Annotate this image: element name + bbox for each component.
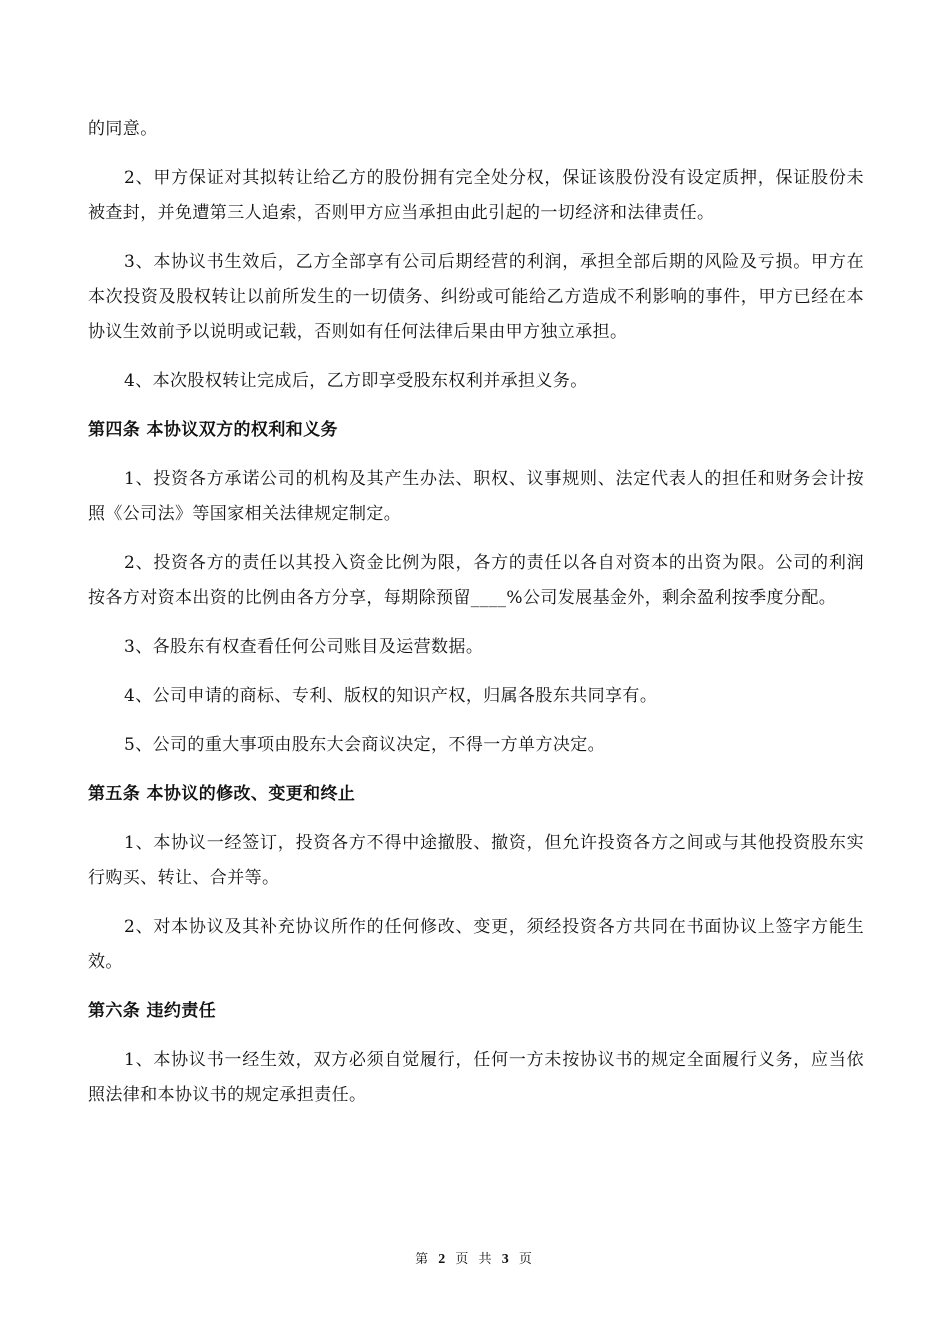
- footer-prefix: 第: [415, 1252, 432, 1267]
- clause-4-item-4: 4、公司申请的商标、专利、版权的知识产权，归属各股东共同享有。: [124, 686, 658, 706]
- clause-3-item-4: 4、本次股权转让完成后，乙方即享受股东权利并承担义务。: [124, 371, 588, 391]
- paragraph-continuation: 的同意。: [88, 119, 158, 139]
- document-body: [88, 112, 864, 1127]
- page-footer: [0, 1248, 950, 1268]
- total-page-number: 3: [501, 1252, 512, 1267]
- clause-3-item-2: 2、甲方保证对其拟转让给乙方的股份拥有完全处分权，保证该股份没有设定质押，保证股份未被查封，并免遭第三人追索，否则甲方应当承担由此引起的一切经济和法律责任。: [88, 168, 864, 223]
- clause-3-item-3: 3、本协议书生效后，乙方全部享有公司后期经营的利润，承担全部后期的风险及亏损。甲方在本次投资及股权转让以前所发生的一切债务、纠纷或可能给乙方造成不利影响的事件，甲方已经在本协议生效前予以说明或记载，否则如有任何法律后果由甲方独立承担。: [88, 252, 864, 342]
- clause-5-item-1: 1、本协议一经签订，投资各方不得中途撤股、撤资，但允许投资各方之间或与其他投资股东实行购买、转让、合并等。: [88, 833, 864, 888]
- clause-4-item-2: 2、投资各方的责任以其投入资金比例为限，各方的责任以各自对资本的出资为限。公司的利润按各方对资本出资的比例由各方分享，每期除预留____%公司发展基金外，剩余盈利按季度分配。: [88, 553, 864, 608]
- clause-4-item-3: 3、各股东有权查看任何公司账目及运营数据。: [124, 637, 484, 657]
- clause-4-item-1: 1、投资各方承诺公司的机构及其产生办法、职权、议事规则、法定代表人的担任和财务会计按照《公司法》等国家相关法律规定制定。: [88, 469, 864, 524]
- footer-suffix: 页: [518, 1252, 535, 1267]
- section-heading-article-6: 第六条 违约责任: [88, 1001, 217, 1021]
- current-page-number: 2: [438, 1252, 449, 1267]
- clause-4-item-5: 5、公司的重大事项由股东大会商议决定，不得一方单方决定。: [124, 735, 606, 755]
- clause-6-item-1: 1、本协议书一经生效，双方必须自觉履行，任何一方未按协议书的规定全面履行义务，应当依照法律和本协议书的规定承担责任。: [88, 1050, 864, 1105]
- section-heading-article-4: 第四条 本协议双方的权利和义务: [88, 420, 338, 440]
- clause-5-item-2: 2、对本协议及其补充协议所作的任何修改、变更，须经投资各方共同在书面协议上签字方能生效。: [88, 917, 864, 972]
- footer-middle: 页 共: [455, 1252, 495, 1267]
- section-heading-article-5: 第五条 本协议的修改、变更和终止: [88, 784, 356, 804]
